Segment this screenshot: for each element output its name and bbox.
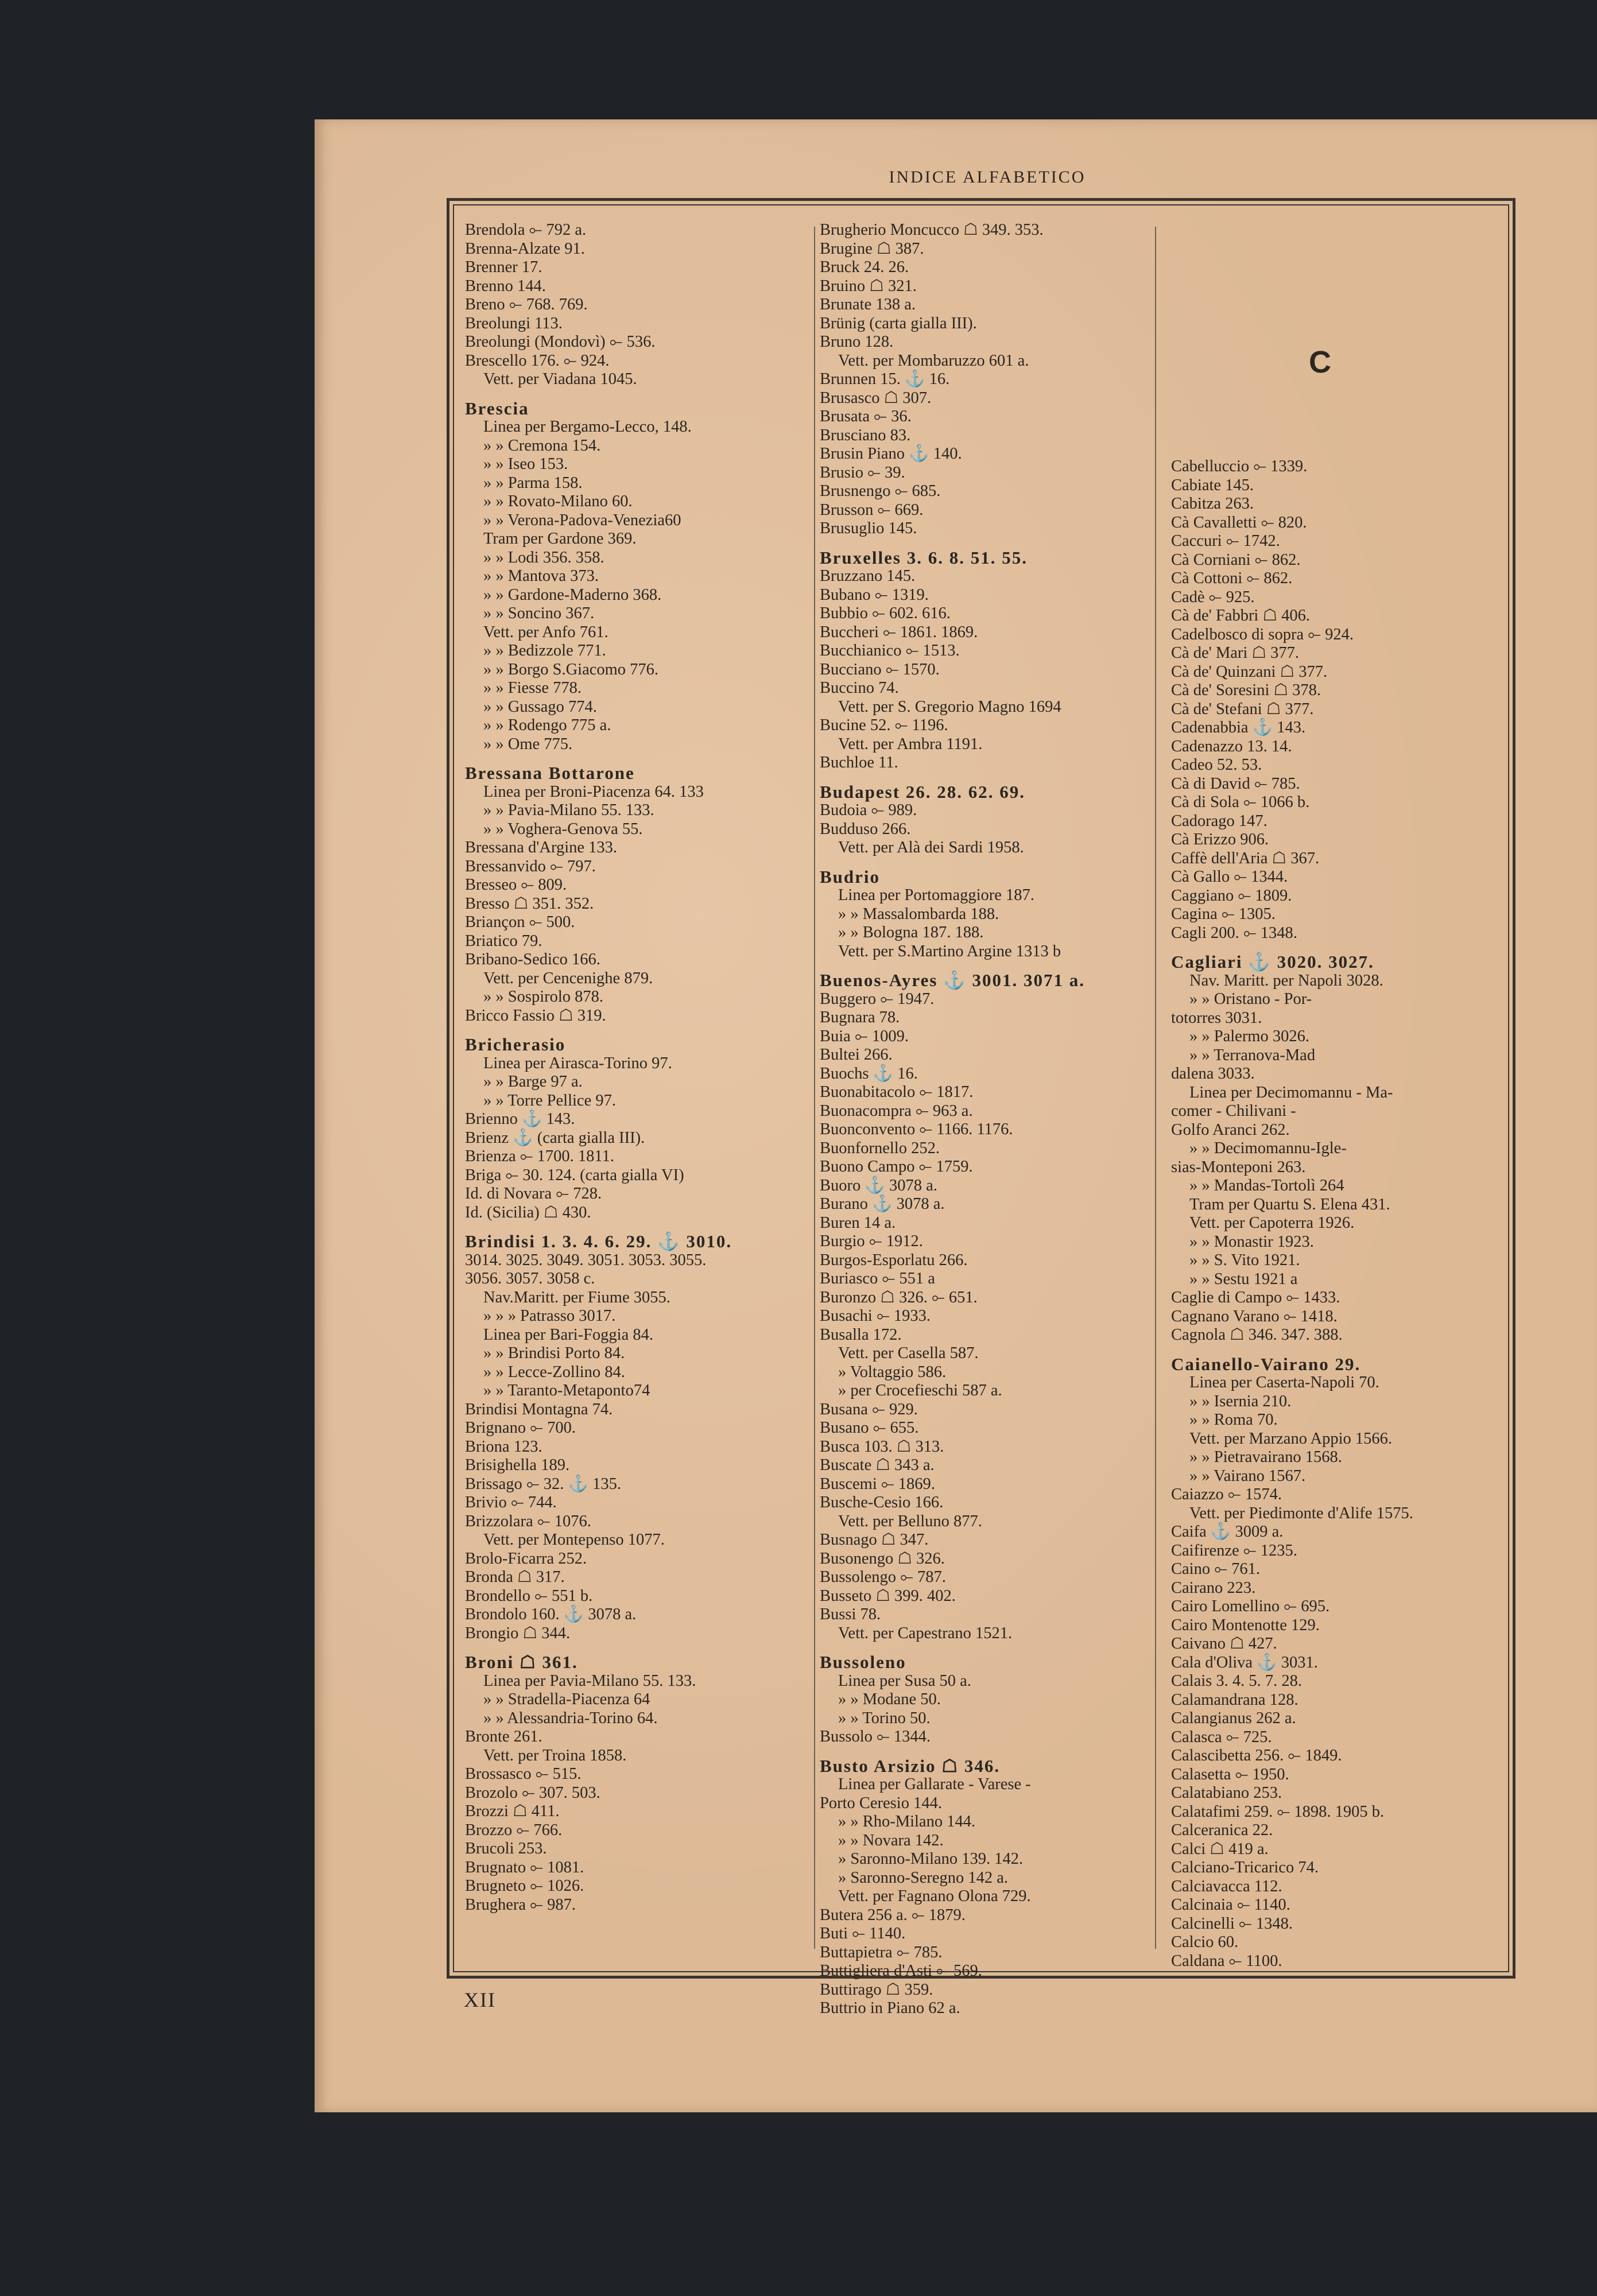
index-entry: Cadelbosco di sopra ⟜ 924.: [1171, 625, 1354, 643]
index-entry: Calci ☖ 419 a.: [1171, 1840, 1269, 1858]
index-entry: Cà di David ⟜ 785.: [1171, 774, 1300, 793]
index-entry: Porto Ceresio 144.: [820, 1794, 942, 1812]
index-entry: Brenno 144.: [465, 277, 546, 295]
index-entry: Bussolengo ⟜ 787.: [820, 1568, 946, 1586]
index-entry: Calcinelli ⟜ 1348.: [1171, 1914, 1293, 1933]
index-entry: Linea per Broni-Piacenza 64. 133: [483, 782, 704, 801]
index-entry: Vett. per Mombaruzzo 601 a.: [838, 351, 1029, 370]
index-entry: Cairo Montenotte 129.: [1171, 1616, 1320, 1634]
index-heading: Budrio: [820, 866, 881, 887]
index-entry: Briona 123.: [465, 1437, 542, 1456]
index-entry: Busalla 172.: [820, 1325, 902, 1344]
index-entry: Caivano ☖ 427.: [1171, 1635, 1277, 1653]
index-entry: Busnago ☖ 347.: [820, 1531, 929, 1549]
index-entry: » » Borgo S.Giacomo 776.: [483, 660, 659, 678]
index-entry: » » Rho-Milano 144.: [838, 1813, 976, 1830]
index-entry: » » Palermo 3026.: [1189, 1027, 1309, 1045]
index-entry: Buttrio in Piano 62 a.: [820, 1999, 960, 2017]
index-entry: Buren 14 a.: [820, 1213, 896, 1232]
index-entry: Breolungi 113.: [465, 314, 563, 332]
index-entry: Cadenazzo 13. 14.: [1171, 737, 1292, 755]
index-entry: Buochs ⚓ 16.: [820, 1064, 918, 1083]
index-heading: Brescia: [465, 398, 529, 418]
index-entry: » » S. Vito 1921.: [1189, 1251, 1300, 1269]
index-entry: sias-Monteponi 263.: [1171, 1158, 1306, 1176]
index-entry: comer - Chilivani -: [1171, 1102, 1296, 1120]
index-entry: Calamandrana 128.: [1171, 1690, 1298, 1709]
index-entry: Id. di Novara ⟜ 728.: [465, 1185, 602, 1203]
index-entry: » » Massalombarda 188.: [838, 905, 999, 923]
index-entry: Buttapietra ⟜ 785.: [820, 1943, 943, 1961]
index-entry: Vett. per Montepenso 1077.: [483, 1531, 665, 1549]
index-entry: Buccheri ⟜ 1861. 1869.: [820, 623, 978, 641]
index-entry: Caino ⟜ 761.: [1171, 1560, 1261, 1578]
index-entry: Bricco Fassio ☖ 319.: [465, 1006, 606, 1025]
index-entry: Cà de' Soresini ☖ 378.: [1171, 681, 1321, 699]
index-entry: Bucchianico ⟜ 1513.: [820, 642, 960, 660]
index-entry: » » Mandas-Tortolì 264: [1189, 1177, 1344, 1194]
index-entry: » » Isernia 210.: [1189, 1392, 1292, 1410]
index-entry: Brughera ⟜ 987.: [465, 1895, 576, 1914]
index-entry: Buonabitacolo ⟜ 1817.: [820, 1083, 974, 1101]
section-letter: C: [1309, 345, 1331, 379]
index-entry: Cà de' Quinzani ☖ 377.: [1171, 662, 1328, 681]
index-entry: Bressana d'Argine 133.: [465, 839, 618, 856]
index-entry: Linea per Decimomannu - Ma-: [1189, 1083, 1393, 1102]
index-entry: Bugnara 78.: [820, 1009, 900, 1026]
index-entry: Breno ⟜ 768. 769.: [465, 296, 588, 313]
index-entry: Cà de' Mari ☖ 377.: [1171, 644, 1300, 662]
index-column-3: [1171, 457, 1504, 1971]
index-entry: » » Brindisi Porto 84.: [483, 1344, 625, 1362]
index-entry: Brisighella 189.: [465, 1456, 570, 1474]
index-entry: Burano ⚓ 3078 a.: [820, 1195, 945, 1213]
index-entry: Caldana ⟜ 1100.: [1171, 1952, 1282, 1970]
index-entry: Brondolo 160. ⚓ 3078 a.: [465, 1605, 637, 1623]
index-entry: Calasetta ⟜ 1950.: [1171, 1765, 1289, 1783]
index-entry: » » Soncino 367.: [483, 604, 595, 622]
index-entry: Buono Campo ⟜ 1759.: [820, 1158, 973, 1176]
index-entry: Brusio ⟜ 39.: [820, 463, 905, 482]
index-entry: Cabitza 263.: [1171, 495, 1254, 513]
index-entry: totorres 3031.: [1171, 1009, 1262, 1027]
index-entry: Bussolo ⟜ 1344.: [820, 1728, 931, 1746]
index-entry: » » Iseo 153.: [483, 455, 568, 473]
index-entry: Brunnen 15. ⚓ 16.: [820, 370, 950, 388]
index-entry: » » Verona-Padova-Venezia60: [483, 511, 681, 529]
index-entry: » » Voghera-Genova 55.: [483, 820, 643, 838]
index-entry: Bressanvido ⟜ 797.: [465, 857, 596, 875]
index-entry: Cairano 223.: [1171, 1578, 1256, 1597]
index-heading: Busto Arsizio ☖ 346.: [820, 1755, 1001, 1776]
index-entry: dalena 3033.: [1171, 1065, 1255, 1083]
index-entry: Brenna-Alzate 91.: [465, 239, 585, 258]
index-entry: » » Gardone-Maderno 368.: [483, 585, 662, 604]
index-entry: Buttirago ☖ 359.: [820, 1980, 933, 1999]
index-entry: » » Cremona 154.: [483, 436, 601, 455]
index-entry: » » Ome 775.: [483, 735, 573, 753]
index-entry: Vett. per Capestrano 1521.: [838, 1624, 1013, 1642]
index-entry: Vett. per Cencenighe 879.: [483, 969, 653, 987]
index-entry: Calcinaia ⟜ 1140.: [1171, 1896, 1290, 1914]
index-entry: Brozzi ☖ 411.: [465, 1802, 560, 1820]
index-entry: » » Pavia-Milano 55. 133.: [483, 801, 654, 819]
index-entry: » » Roma 70.: [1189, 1411, 1278, 1429]
index-entry: Brugnato ⟜ 1081.: [465, 1858, 584, 1876]
index-entry: Brindisi Montagna 74.: [465, 1400, 613, 1418]
index-entry: Buchloe 11.: [820, 754, 898, 771]
index-entry: Buscemi ⟜ 1869.: [820, 1475, 935, 1493]
index-entry: Busseto ☖ 399. 402.: [820, 1587, 956, 1605]
index-entry: Calasca ⟜ 725.: [1171, 1728, 1272, 1746]
index-entry: Brizzolara ⟜ 1076.: [465, 1512, 591, 1530]
index-entry: Brusasco ☖ 307.: [820, 389, 932, 407]
index-entry: Butera 256 a. ⟜ 1879.: [820, 1906, 966, 1924]
index-entry: Calangianus 262 a.: [1171, 1709, 1296, 1727]
index-entry: » » » Patrasso 3017.: [483, 1307, 616, 1325]
index-entry: Brienz ⚓ (carta gialla III).: [465, 1128, 645, 1147]
index-entry: Calascibetta 256. ⟜ 1849.: [1171, 1747, 1342, 1764]
index-entry: Brunate 138 a.: [820, 296, 916, 313]
index-entry: Cagnano Varano ⟜ 1418.: [1171, 1307, 1338, 1325]
index-entry: Buronzo ☖ 326. ⟜ 651.: [820, 1288, 978, 1306]
index-entry: » per Crocefieschi 587 a.: [838, 1382, 1002, 1399]
index-heading: Brindisi 1. 3. 4. 6. 29. ⚓ 3010.: [465, 1231, 732, 1251]
index-heading: Buenos-Ayres ⚓ 3001. 3071 a.: [820, 970, 1086, 990]
index-entry: Bubano ⟜ 1319.: [820, 585, 929, 604]
index-entry: Brünig (carta gialla III).: [820, 314, 977, 332]
index-entry: Brugine ☖ 387.: [820, 239, 924, 258]
index-entry: Vett. per Fagnano Olona 729.: [838, 1887, 1031, 1905]
index-entry: Calceranica 22.: [1171, 1821, 1273, 1839]
index-entry: Briançon ⟜ 500.: [465, 913, 575, 931]
index-entry: Caglie di Campo ⟜ 1433.: [1171, 1289, 1340, 1306]
index-entry: » » Parma 158.: [483, 474, 583, 492]
index-entry: Bronda ☖ 317.: [465, 1568, 565, 1586]
index-entry: Vett. per Ambra 1191.: [838, 735, 983, 753]
index-column-2: [820, 221, 1153, 2018]
index-entry: Caifirenze ⟜ 1235.: [1171, 1541, 1297, 1560]
index-entry: Brugneto ⟜ 1026.: [465, 1877, 584, 1895]
index-entry: » » Stradella-Piacenza 64: [483, 1690, 650, 1708]
index-entry: Brusciano 83.: [820, 426, 911, 444]
index-entry: Brossasco ⟜ 515.: [465, 1765, 582, 1783]
index-entry: Cà Erizzo 906.: [1171, 831, 1269, 848]
index-entry: Linea per Bergamo-Lecco, 148.: [483, 418, 692, 436]
index-entry: Linea per Bari-Foggia 84.: [483, 1325, 653, 1344]
index-entry: Caccuri ⟜ 1742.: [1171, 532, 1280, 550]
index-entry: Briga ⟜ 30. 124. (carta gialla VI): [465, 1166, 684, 1184]
index-entry: Cairo Lomellino ⟜ 695.: [1171, 1597, 1330, 1615]
index-entry: Vett. per Troina 1858.: [483, 1746, 627, 1764]
index-entry: Caggiano ⟜ 1809.: [1171, 886, 1292, 905]
index-column-1: [465, 221, 809, 1914]
index-entry: Burgio ⟜ 1912.: [820, 1232, 923, 1250]
index-entry: » » Torino 50.: [838, 1709, 931, 1727]
index-entry: » » Torre Pellice 97.: [483, 1091, 616, 1110]
index-entry: Busca 103. ☖ 313.: [820, 1437, 944, 1456]
index-entry: Nav. Maritt. per Napoli 3028.: [1189, 971, 1383, 990]
index-entry: Calatabiano 253.: [1171, 1784, 1282, 1802]
index-entry: » Saronno-Seregno 142 a.: [838, 1868, 1009, 1887]
index-entry: » » Vairano 1567.: [1189, 1467, 1306, 1485]
index-entry: Cagli 200. ⟜ 1348.: [1171, 924, 1297, 942]
index-entry: Cà de' Stefani ☖ 377.: [1171, 700, 1314, 718]
index-entry: 3056. 3057. 3058 c.: [465, 1270, 595, 1287]
index-entry: Vett. per Viadana 1045.: [483, 370, 637, 388]
index-entry: Calcio 60.: [1171, 1933, 1239, 1951]
index-entry: Vett. per Alà dei Sardi 1958.: [838, 839, 1024, 856]
index-entry: Cà de' Fabbri ☖ 406.: [1171, 607, 1311, 625]
index-entry: Brozzo ⟜ 766.: [465, 1821, 563, 1839]
index-entry: Bruck 24. 26.: [820, 258, 909, 276]
index-entry: Brignano ⟜ 700.: [465, 1419, 576, 1437]
column-divider: [1155, 227, 1156, 1949]
index-entry: Bronte 261.: [465, 1728, 542, 1746]
index-entry: Burgos-Esporlatu 266.: [820, 1251, 968, 1269]
index-entry: Tram per Gardone 369.: [483, 530, 637, 548]
index-entry: Buccino 74.: [820, 679, 899, 697]
index-entry: Cagnola ☖ 346. 347. 388.: [1171, 1326, 1343, 1344]
index-entry: Brienno ⚓ 143.: [465, 1110, 575, 1128]
index-entry: Tram per Quartu S. Elena 431.: [1189, 1195, 1390, 1213]
index-entry: Cabiate 145.: [1171, 476, 1254, 494]
index-entry: Bussi 78.: [820, 1605, 881, 1623]
column-divider: [814, 227, 815, 1949]
index-entry: Cà Cottoni ⟜ 862.: [1171, 569, 1293, 587]
index-entry: Linea per Pavia-Milano 55. 133.: [483, 1671, 696, 1690]
index-entry: Buti ⟜ 1140.: [820, 1925, 906, 1942]
index-entry: Caifa ⚓ 3009 a.: [1171, 1523, 1284, 1541]
index-entry: Brissago ⟜ 32. ⚓ 135.: [465, 1475, 622, 1493]
index-entry: » » Alessandria-Torino 64.: [483, 1709, 658, 1727]
index-entry: Brendola ⟜ 792 a.: [465, 221, 587, 239]
index-entry: » » Novara 142.: [838, 1831, 944, 1849]
index-entry: Bruino ☖ 321.: [820, 277, 917, 295]
index-entry: Brusin Piano ⚓ 140.: [820, 445, 962, 463]
index-entry: Buriasco ⟜ 551 a: [820, 1270, 935, 1287]
index-entry: Vett. per S. Gregorio Magno 1694: [838, 697, 1061, 716]
index-entry: » » Taranto-Metaponto74: [483, 1382, 650, 1399]
index-heading: Cagliari ⚓ 3020. 3027.: [1171, 952, 1374, 972]
index-entry: Vett. per Capoterra 1926.: [1189, 1214, 1355, 1232]
index-entry: Bribano-Sedico 166.: [465, 951, 600, 968]
index-entry: Cadeo 52. 53.: [1171, 756, 1262, 774]
index-entry: Bucine 52. ⟜ 1196.: [820, 716, 948, 734]
index-entry: Cadè ⟜ 925.: [1171, 588, 1255, 606]
index-entry: Buonacompra ⟜ 963 a.: [820, 1102, 973, 1120]
index-entry: Busche-Cesio 166.: [820, 1494, 944, 1511]
index-entry: Bultei 266.: [820, 1046, 893, 1064]
index-entry: Bucciano ⟜ 1570.: [820, 660, 940, 678]
index-entry: Linea per Susa 50 a.: [838, 1671, 971, 1690]
index-entry: Cà Cavalletti ⟜ 820.: [1171, 513, 1307, 532]
index-entry: Caffè dell'Aria ☖ 367.: [1171, 849, 1320, 867]
index-entry: Buonconvento ⟜ 1166. 1176.: [820, 1120, 1013, 1138]
index-entry: Vett. per Piedimonte d'Alife 1575.: [1189, 1504, 1413, 1522]
index-entry: Brusnengo ⟜ 685.: [820, 482, 941, 500]
index-entry: » » Pietravairano 1568.: [1189, 1448, 1342, 1466]
index-entry: Bubbio ⟜ 602. 616.: [820, 604, 951, 622]
index-entry: Cabelluccio ⟜ 1339.: [1171, 457, 1308, 475]
index-entry: Golfo Aranci 262.: [1171, 1120, 1290, 1139]
index-entry: Calciavacca 112.: [1171, 1877, 1282, 1895]
index-entry: Busachi ⟜ 1933.: [820, 1307, 931, 1325]
index-entry: » » Sestu 1921 a: [1189, 1270, 1298, 1288]
index-entry: Bresso ☖ 351. 352.: [465, 894, 594, 913]
index-heading: Bussoleno: [820, 1652, 906, 1672]
index-entry: Vett. per Marzano Appio 1566.: [1189, 1429, 1393, 1448]
index-entry: Nav.Maritt. per Fiume 3055.: [483, 1288, 670, 1306]
index-entry: Briatico 79.: [465, 932, 542, 950]
index-entry: Linea per Portomaggiore 187.: [838, 886, 1034, 904]
index-entry: » Voltaggio 586.: [838, 1363, 947, 1381]
index-entry: » » Lecce-Zollino 84.: [483, 1363, 625, 1381]
index-entry: » » Gussago 774.: [483, 697, 597, 716]
index-entry: Cadorago 147.: [1171, 812, 1267, 830]
index-entry: » » Bologna 187. 188.: [838, 924, 984, 941]
index-entry: » » Monastir 1923.: [1189, 1232, 1314, 1251]
index-entry: Cà Gallo ⟜ 1344.: [1171, 868, 1288, 886]
index-entry: » » Decimomannu-Igle-: [1189, 1139, 1347, 1157]
index-entry: Brugherio Moncucco ☖ 349. 353.: [820, 221, 1044, 239]
index-entry: Linea per Caserta-Napoli 70.: [1189, 1374, 1379, 1391]
index-entry: Cà di Sola ⟜ 1066 b.: [1171, 793, 1310, 811]
index-entry: Budduso 266.: [820, 820, 911, 838]
index-entry: Linea per Airasca-Torino 97.: [483, 1054, 672, 1072]
index-entry: Cadenabbia ⚓ 143.: [1171, 719, 1306, 736]
index-entry: Vett. per Belluno 877.: [838, 1512, 982, 1530]
index-entry: » » Fiesse 778.: [483, 679, 582, 697]
index-entry: Buttigliera d'Asti ⟜ 569.: [820, 1962, 982, 1980]
index-heading: Bricherasio: [465, 1034, 566, 1054]
index-entry: Caiazzo ⟜ 1574.: [1171, 1486, 1282, 1503]
index-entry: Busana ⟜ 929.: [820, 1400, 918, 1418]
index-entry: Brusson ⟜ 669.: [820, 501, 924, 519]
index-entry: Vett. per S.Martino Argine 1313 b: [838, 942, 1061, 960]
index-entry: Budoia ⟜ 989.: [820, 801, 917, 819]
index-entry: 3014. 3025. 3049. 3051. 3053. 3055.: [465, 1251, 707, 1269]
index-entry: Bruzzano 145.: [820, 567, 916, 585]
index-entry: Brienza ⟜ 1700. 1811.: [465, 1147, 614, 1165]
index-entry: Busonengo ☖ 326.: [820, 1549, 945, 1568]
index-entry: Brescello 176. ⟜ 924.: [465, 351, 610, 370]
index-entry: Buia ⟜ 1009.: [820, 1027, 909, 1045]
index-entry: Buonfornello 252.: [820, 1139, 940, 1157]
index-entry: » » Rodengo 775 a.: [483, 716, 611, 734]
index-entry: Brusuglio 145.: [820, 519, 917, 537]
index-entry: » » Oristano - Por-: [1189, 990, 1312, 1008]
index-entry: Buoro ⚓ 3078 a.: [820, 1176, 937, 1194]
index-entry: Brondello ⟜ 551 b.: [465, 1587, 593, 1605]
index-heading: Budapest 26. 28. 62. 69.: [820, 781, 1026, 802]
index-entry: Vett. per Casella 587.: [838, 1344, 979, 1362]
index-heading: Broni ☖ 361.: [465, 1652, 578, 1672]
index-entry: » » Sospirolo 878.: [483, 988, 604, 1006]
index-entry: » » Terranova-Mad: [1189, 1046, 1316, 1064]
index-entry: Vett. per Anfo 761.: [483, 623, 608, 641]
index-entry: Brenner 17.: [465, 258, 542, 276]
index-entry: Breolungi (Mondovì) ⟜ 536.: [465, 333, 656, 351]
index-entry: Brivio ⟜ 744.: [465, 1494, 557, 1511]
index-entry: Cala d'Oliva ⚓ 3031.: [1171, 1653, 1318, 1671]
index-entry: Busano ⟜ 655.: [820, 1419, 919, 1437]
page-number: XII: [464, 1988, 496, 2011]
index-entry: Brongio ☖ 344.: [465, 1624, 571, 1642]
index-heading: Bruxelles 3. 6. 8. 51. 55.: [820, 547, 1028, 568]
index-entry: Brucoli 253.: [465, 1840, 547, 1857]
index-entry: Id. (Sicilia) ☖ 430.: [465, 1203, 591, 1221]
index-heading: Caianello-Vairano 29.: [1171, 1353, 1361, 1374]
index-entry: » » Bedizzole 771.: [483, 642, 606, 660]
page-header: INDICE ALFABETICO: [889, 168, 1086, 187]
index-entry: Cà Corniani ⟜ 862.: [1171, 550, 1301, 569]
index-entry: Calatafimi 259. ⟜ 1898. 1905 b.: [1171, 1802, 1385, 1821]
index-entry: Bresseo ⟜ 809.: [465, 876, 567, 894]
index-entry: Calciano-Tricarico 74.: [1171, 1859, 1319, 1876]
index-entry: » » Barge 97 a.: [483, 1073, 583, 1091]
index-entry: Bruno 128.: [820, 333, 894, 351]
index-entry: » » Lodi 356. 358.: [483, 548, 604, 567]
index-entry: » Saronno-Milano 139. 142.: [838, 1850, 1024, 1868]
index-entry: Brusata ⟜ 36.: [820, 408, 912, 425]
index-entry: Brolo-Ficarra 252.: [465, 1549, 587, 1568]
index-entry: » » Rovato-Milano 60.: [483, 492, 633, 510]
index-entry: Cagina ⟜ 1305.: [1171, 905, 1276, 923]
index-entry: » » Mantova 373.: [483, 567, 599, 585]
index-heading: Bressana Bottarone: [465, 763, 635, 783]
index-entry: Calais 3. 4. 5. 7. 28.: [1171, 1672, 1302, 1690]
index-entry: Buscate ☖ 343 a.: [820, 1456, 935, 1474]
index-entry: Linea per Gallarate - Varese -: [838, 1775, 1031, 1793]
index-entry: » » Modane 50.: [838, 1690, 941, 1708]
index-entry: Brozolo ⟜ 307. 503.: [465, 1783, 600, 1802]
index-entry: Buggero ⟜ 1947.: [820, 990, 935, 1008]
